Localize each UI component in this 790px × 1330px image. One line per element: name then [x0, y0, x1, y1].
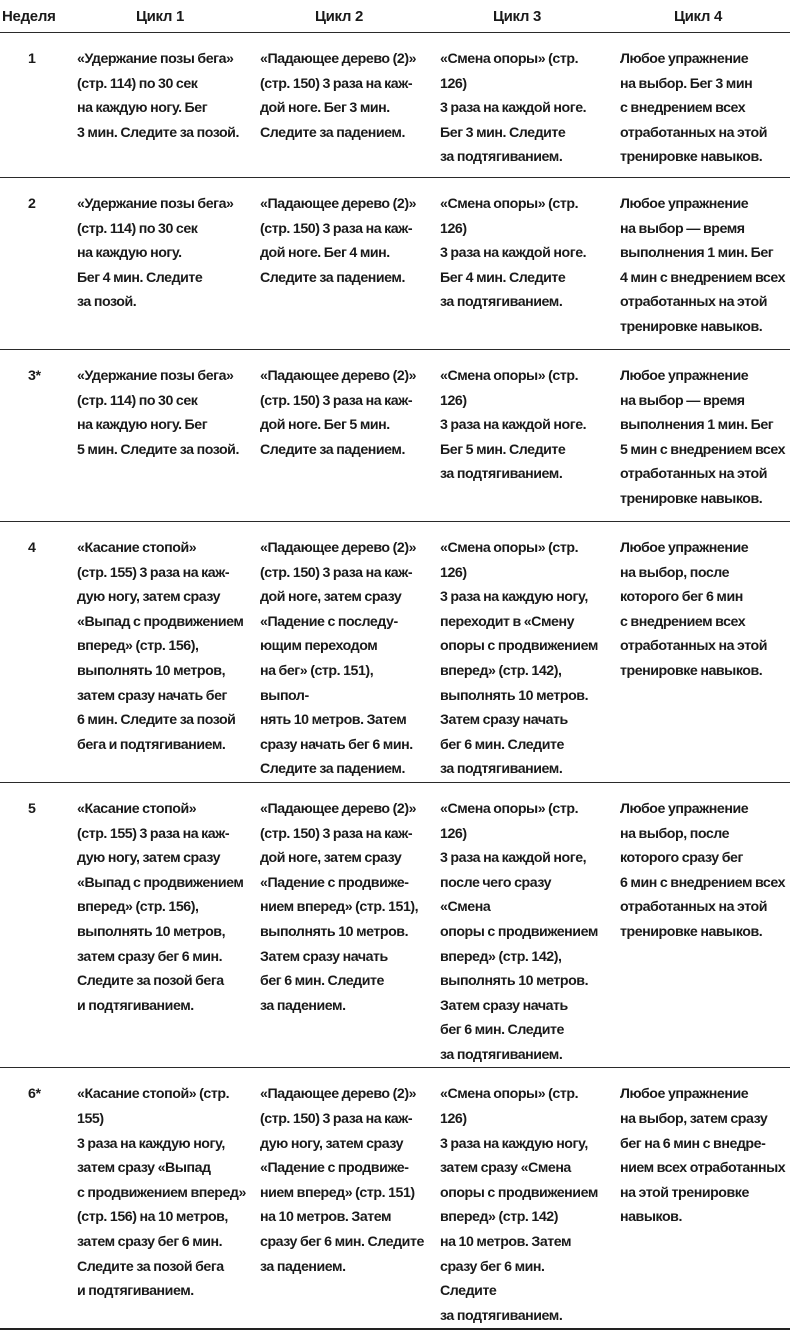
- table-row: [0, 782, 790, 1068]
- cycle-1-cell: «Удержание позы бега» (стр. 114) по 30 сек на каждую ногу. Бег 5 мин. Следите за позой.: [77, 368, 239, 458]
- cycle-2-cell: «Падающее дерево (2)» (стр. 150) 3 раза на каж- дой ноге. Бег 4 мин. Следите за падением.: [260, 196, 417, 286]
- cycle-3-cell: «Смена опоры» (стр. 126) 3 раза на каждой ноге, после чего сразу «Смена опоры с продвижением вперед» (стр. 142), выполнять 10 метров. Затем сразу начать бег 6 мин. Следите за подтягиванием.: [440, 800, 598, 1063]
- table-row: [0, 33, 790, 178]
- cycle-3-cell: «Смена опоры» (стр. 126) 3 раза на каждой ноге. Бег 5 мин. Следите за подтягиванием.: [440, 368, 587, 483]
- header-cycle-4: Цикл 4: [606, 0, 790, 33]
- table-row: [0, 350, 790, 522]
- header-cycle-1: Цикл 1: [70, 0, 250, 33]
- header-cycle-2: Цикл 2: [250, 0, 428, 33]
- cycle-1-cell: «Касание стопой» (стр. 155) 3 раза на каж- дую ногу, затем сразу «Выпад с продвижением вперед» (стр. 156), выполнять 10 метров, затем сразу бег 6 мин. Следите за позой бега и подтягиванием.: [77, 800, 244, 1014]
- header-week: Неделя: [0, 0, 70, 33]
- cycle-4-cell: Любое упражнение на выбор, после которого сразу бег 6 мин с внедрением всех отработанных на этой тренировке навыков.: [620, 800, 786, 940]
- cycle-4-cell: Любое упражнение на выбор, затем сразу бег на 6 мин с внедре- нием всех отработанных на этой тренировке навыков.: [620, 1086, 786, 1226]
- week-number: 5: [28, 800, 36, 817]
- cycle-3-cell: «Смена опоры» (стр. 126) 3 раза на каждую ногу, затем сразу «Смена опоры с продвижением вперед» (стр. 142) на 10 метров. Затем сразу бег 6 мин. Следите за подтягиванием.: [440, 1086, 598, 1324]
- cycle-2-cell: «Падающее дерево (2)» (стр. 150) 3 раза на каж- дую ногу, затем сразу «Падение с продвиже- нием вперед» (стр. 151) на 10 метров. Затем сразу бег 6 мин. Следите за падением.: [260, 1086, 424, 1275]
- header-cycle-3: Цикл 3: [428, 0, 606, 33]
- cycle-3-cell: «Смена опоры» (стр. 126) 3 раза на каждой ноге. Бег 4 мин. Следите за подтягиванием.: [440, 196, 587, 311]
- cycle-4-cell: Любое упражнение на выбор. Бег 3 мин с внедрением всех отработанных на этой тренировке навыков.: [620, 51, 768, 166]
- week-number: 4: [28, 540, 36, 556]
- cycle-1-cell: «Удержание позы бега» (стр. 114) по 30 сек на каждую ногу. Бег 3 мин. Следите за позой.: [77, 51, 239, 141]
- cycle-1-cell: «Удержание позы бега» (стр. 114) по 30 сек на каждую ногу. Бег 4 мин. Следите за позой.: [77, 196, 234, 311]
- week-number: 2: [28, 196, 36, 212]
- cycle-1-cell: «Касание стопой» (стр. 155) 3 раза на каждую ногу, затем сразу «Выпад с продвижением вперед» (стр. 156) на 10 метров, затем сразу бег 6 мин. Следите за позой бега и подтягиванием.: [77, 1086, 246, 1300]
- cycle-2-cell: «Падающее дерево (2)» (стр. 150) 3 раза на каж- дой ноге, затем сразу «Падение с продвиже- нием вперед» (стр. 151), выполнять 10 метров. Затем сразу начать бег 6 мин. Следите за падением.: [260, 800, 419, 1014]
- cycle-4-cell: Любое упражнение на выбор — время выполнения 1 мин. Бег 5 мин с внедрением всех отработанных на этой тренировке навыков.: [620, 368, 786, 507]
- cycle-3-cell: «Смена опоры» (стр. 126) 3 раза на каждую ногу, переходит в «Смену опоры с продвижением вперед» (стр. 142), выполнять 10 метров. Затем сразу начать бег 6 мин. Следите за подтягиванием.: [440, 540, 598, 778]
- cycle-2-cell: «Падающее дерево (2)» (стр. 150) 3 раза на каж- дой ноге. Бег 5 мин. Следите за падением.: [260, 368, 417, 458]
- cycle-3-cell: «Смена опоры» (стр. 126) 3 раза на каждой ноге. Бег 3 мин. Следите за подтягиванием.: [440, 51, 587, 166]
- cycle-4-cell: Любое упражнение на выбор, после которого бег 6 мин с внедрением всех отработанных на этой тренировке навыков.: [620, 540, 768, 679]
- table-header: [0, 0, 790, 33]
- week-number: 6*: [28, 1086, 41, 1103]
- cycle-2-cell: «Падающее дерево (2)» (стр. 150) 3 раза на каж- дой ноге. Бег 3 мин. Следите за падением.: [260, 51, 417, 141]
- table-body: [0, 33, 790, 1330]
- cycle-4-cell: Любое упражнение на выбор — время выполнения 1 мин. Бег 4 мин с внедрением всех отработанных на этой тренировке навыков.: [620, 196, 786, 335]
- week-number: 1: [28, 51, 36, 67]
- table-row: [0, 178, 790, 350]
- week-number: 3*: [28, 368, 41, 384]
- table-row: [0, 522, 790, 783]
- header-row: [0, 0, 790, 33]
- cycle-1-cell: «Касание стопой» (стр. 155) 3 раза на каж- дую ногу, затем сразу «Выпад с продвижением вперед» (стр. 156), выполнять 10 метров, затем сразу начать бег 6 мин. Следите за позой бега и подтягиванием.: [77, 540, 244, 753]
- cycle-2-cell: «Падающее дерево (2)» (стр. 150) 3 раза на каж- дой ноге, затем сразу «Падение с последу- ющим переходом на бег» (стр. 151), выпол- нять 10 метров. Затем сразу начать бег 6 мин. Следите за падением.: [260, 540, 417, 778]
- table-row: [0, 1068, 790, 1329]
